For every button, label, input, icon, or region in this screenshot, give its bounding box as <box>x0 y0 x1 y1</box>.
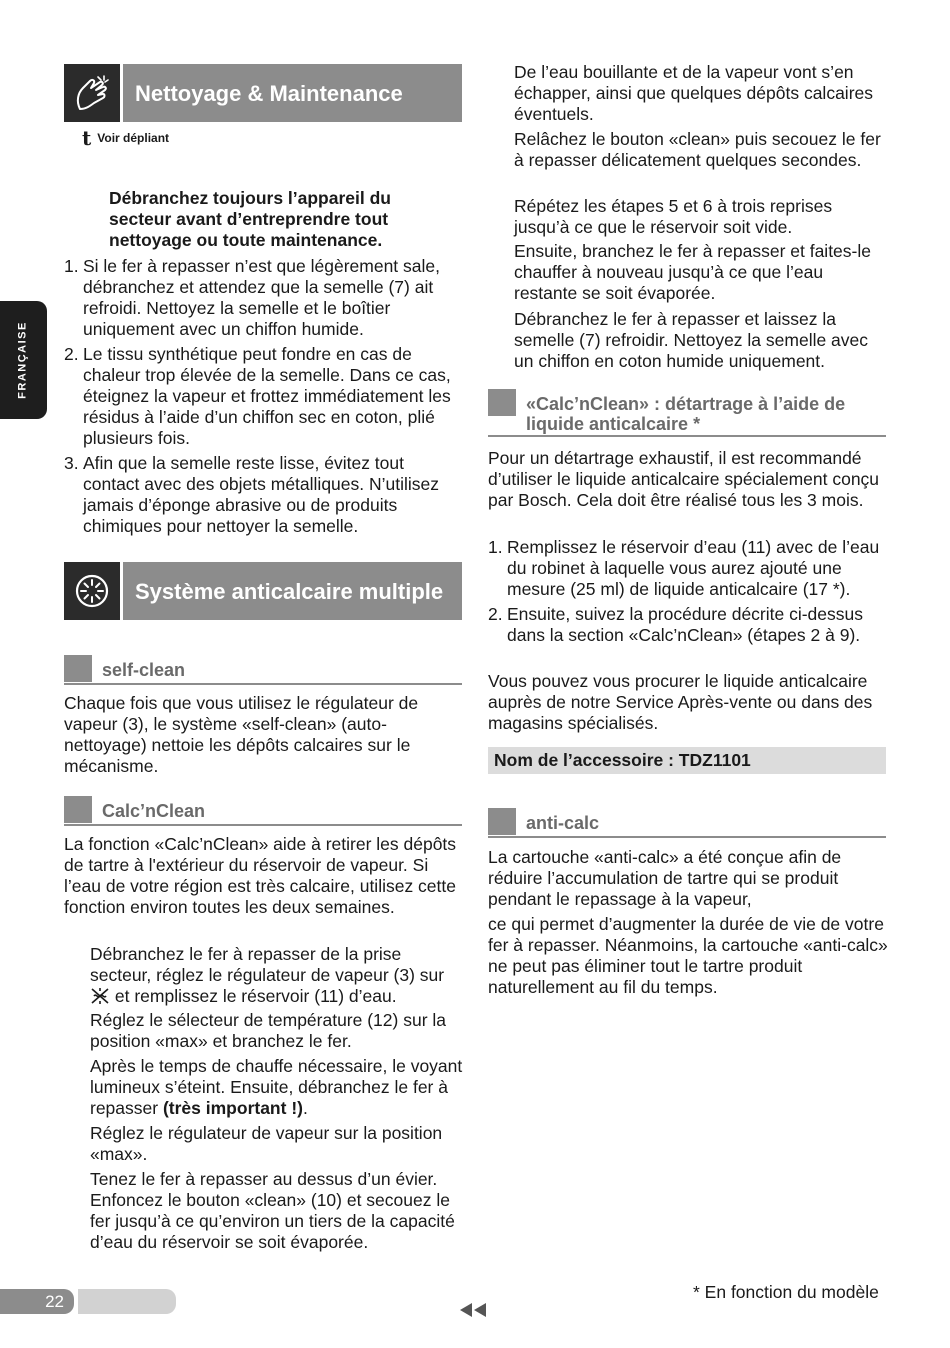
list-item: 3. Afin que la semelle reste lisse, évitez tout contact avec des objets métalliques. N’utilisez jamais d’éponge abrasive ou de produits chimiques pour nettoyer la semelle. <box>64 453 440 536</box>
self-clean-text: Chaque fois que vous utilisez le régulateur de vapeur (3), le système «self-clean» (auto-nettoyage) nettoie les dépôts calcaires sur le mécanisme. <box>64 693 419 776</box>
accessory-name: Nom de l’accessoire : TDZ1101 <box>494 750 751 770</box>
calcnclean-step-5: Tenez le fer à repasser au dessus d’un évier. Enfoncez le bouton «clean» (10) et secouez le fer jusqu’à ce qu’environ un tiers de la capacité d’eau du réservoir se soit évaporée. <box>90 1169 455 1252</box>
subheading-label: anti-calc <box>526 813 600 833</box>
list-item: 1. Si le fer à repasser n’est que légèrement sale, débranchez et attendez que la semelle (7) ait refroidi. Nettoyez la semelle et le boîtier uniquement avec un chiffon humide. <box>64 256 440 339</box>
subheading-anti-calc <box>488 808 886 838</box>
anti-calc-text-1: La cartouche «anti-calc» a été conçue afin de réduire l’accumulation de tartre qui se produit pendant le repassage à la vapeur, <box>488 847 842 909</box>
calcnclean-step-7: Relâchez le bouton «clean» puis secouez le fer à repasser délicatement quelques secondes. <box>514 129 881 170</box>
calcnclean-intro: La fonction «Calc’nClean» aide à retirer les dépôts de tartre à l'extérieur du réservoir de vapeur. Si l’eau de votre région est très calcaire, utilisez cette fonction environ toutes les deux semaines. <box>64 834 457 917</box>
section-header-cleaning <box>64 64 462 122</box>
warning-text: Débranchez toujours l’appareil du secteur avant d’entreprendre tout nettoyage ou toute maintenance. <box>109 188 391 250</box>
voir-depliant-text: Voir dépliant <box>97 131 170 145</box>
subheading-self-clean <box>64 655 462 685</box>
anticalc-system-icon <box>64 562 123 620</box>
subheading-liquid-descaling <box>488 389 886 437</box>
calcnclean-step-1: Débranchez le fer à repasser de la prise secteur, réglez le régulateur de vapeur (3) sur et remplissez le réservoir (11) d’eau. <box>90 944 466 1010</box>
hand-cleaning-icon <box>64 64 123 122</box>
calcnclean-step-3: Après le temps de chauffe nécessaire, le voyant lumineux s’éteint. Ensuite, débranchez le fer à repasser (très important !). <box>90 1056 463 1118</box>
subheading-marker <box>64 655 92 682</box>
subheading-calcnclean <box>64 796 462 826</box>
leaflet-reference-icon: t <box>82 126 92 150</box>
calcnclean-step-10: Débranchez le fer à repasser et laissez la semelle (7) refroidir. Nettoyez la semelle avec un chiffon en coton humide uniquement. <box>514 309 869 371</box>
section-title-anticalc: Système anticalcaire multiple <box>135 579 444 604</box>
accessory-name-box <box>488 747 886 774</box>
language-tab-label: FRANÇAISE <box>16 321 29 399</box>
subheading-label: Calc’nClean <box>102 801 206 821</box>
liquid-intro: Pour un détartrage exhaustif, il est recommandé d’utiliser le liquide anticalcaire spécialement conçu par Bosch. Cela doit être réalisé tous les 3 mois. <box>488 448 880 510</box>
list-item: 2. Ensuite, suivez la procédure décrite ci-dessus dans la section «Calc’nClean» (étapes 2 à 9). <box>488 604 864 645</box>
section-title-cleaning: Nettoyage & Maintenance <box>135 81 403 106</box>
liquid-steps-list <box>488 537 888 650</box>
language-tab <box>0 301 47 419</box>
steam-off-icon <box>90 987 110 1010</box>
voir-depliant <box>82 128 169 149</box>
subheading-marker <box>488 389 516 416</box>
list-item: 2. Le tissu synthétique peut fondre en cas de chaleur trop élevée de la semelle. Dans ce cas, éteignez la vapeur et frottez immédiatement les résidus à l’aide d’un chiffon sec en coton, plié plusieurs fois. <box>64 344 451 448</box>
footnote: * En fonction du modèle <box>693 1282 879 1302</box>
calcnclean-step-2: Réglez le sélecteur de température (12) sur la position «max» et branchez le fer. <box>90 1010 447 1051</box>
page-number: 22 <box>0 1289 74 1314</box>
subheading-label: self-clean <box>102 660 186 680</box>
calcnclean-step-6: De l’eau bouillante et de la vapeur vont s’en échapper, ainsi que quelques dépôts calcaires éventuels. <box>514 62 873 124</box>
subheading-label: «Calc’nClean» : détartrage à l’aide de liquide anticalcaire * <box>526 394 846 434</box>
anti-calc-text-2: ce qui permet d’augmenter la durée de vie de votre fer à repasser. Néanmoins, la cartouche «anti-calc» ne peut pas éliminer tout le tartre produit naturellement au fil du temps. <box>488 914 888 997</box>
calcnclean-step-8: Répétez les étapes 5 et 6 à trois reprises jusqu’à ce que le réservoir soit vide. <box>514 196 833 237</box>
calcnclean-step-4: Réglez le régulateur de vapeur sur la position «max». <box>90 1123 443 1164</box>
calcnclean-step-9: Ensuite, branchez le fer à repasser et faites-le chauffer à nouveau jusqu’à ce que l’eau restante se soit évaporée. <box>514 241 871 303</box>
list-item: 1. Remplissez le réservoir d’eau (11) avec de l’eau du robinet à laquelle vous aurez ajouté une mesure (25 ml) de liquide anticalcaire (17 *). <box>488 537 880 599</box>
subheading-marker <box>488 808 516 835</box>
page-bar <box>78 1289 176 1314</box>
cleaning-steps-list <box>64 256 464 541</box>
section-header-anticalc <box>64 562 462 620</box>
rewind-icon <box>460 1302 490 1318</box>
subheading-marker <box>64 796 92 823</box>
liquid-outro: Vous pouvez vous procurer le liquide anticalcaire auprès de notre Service Après-vente ou dans des magasins spécialisés. <box>488 671 873 733</box>
